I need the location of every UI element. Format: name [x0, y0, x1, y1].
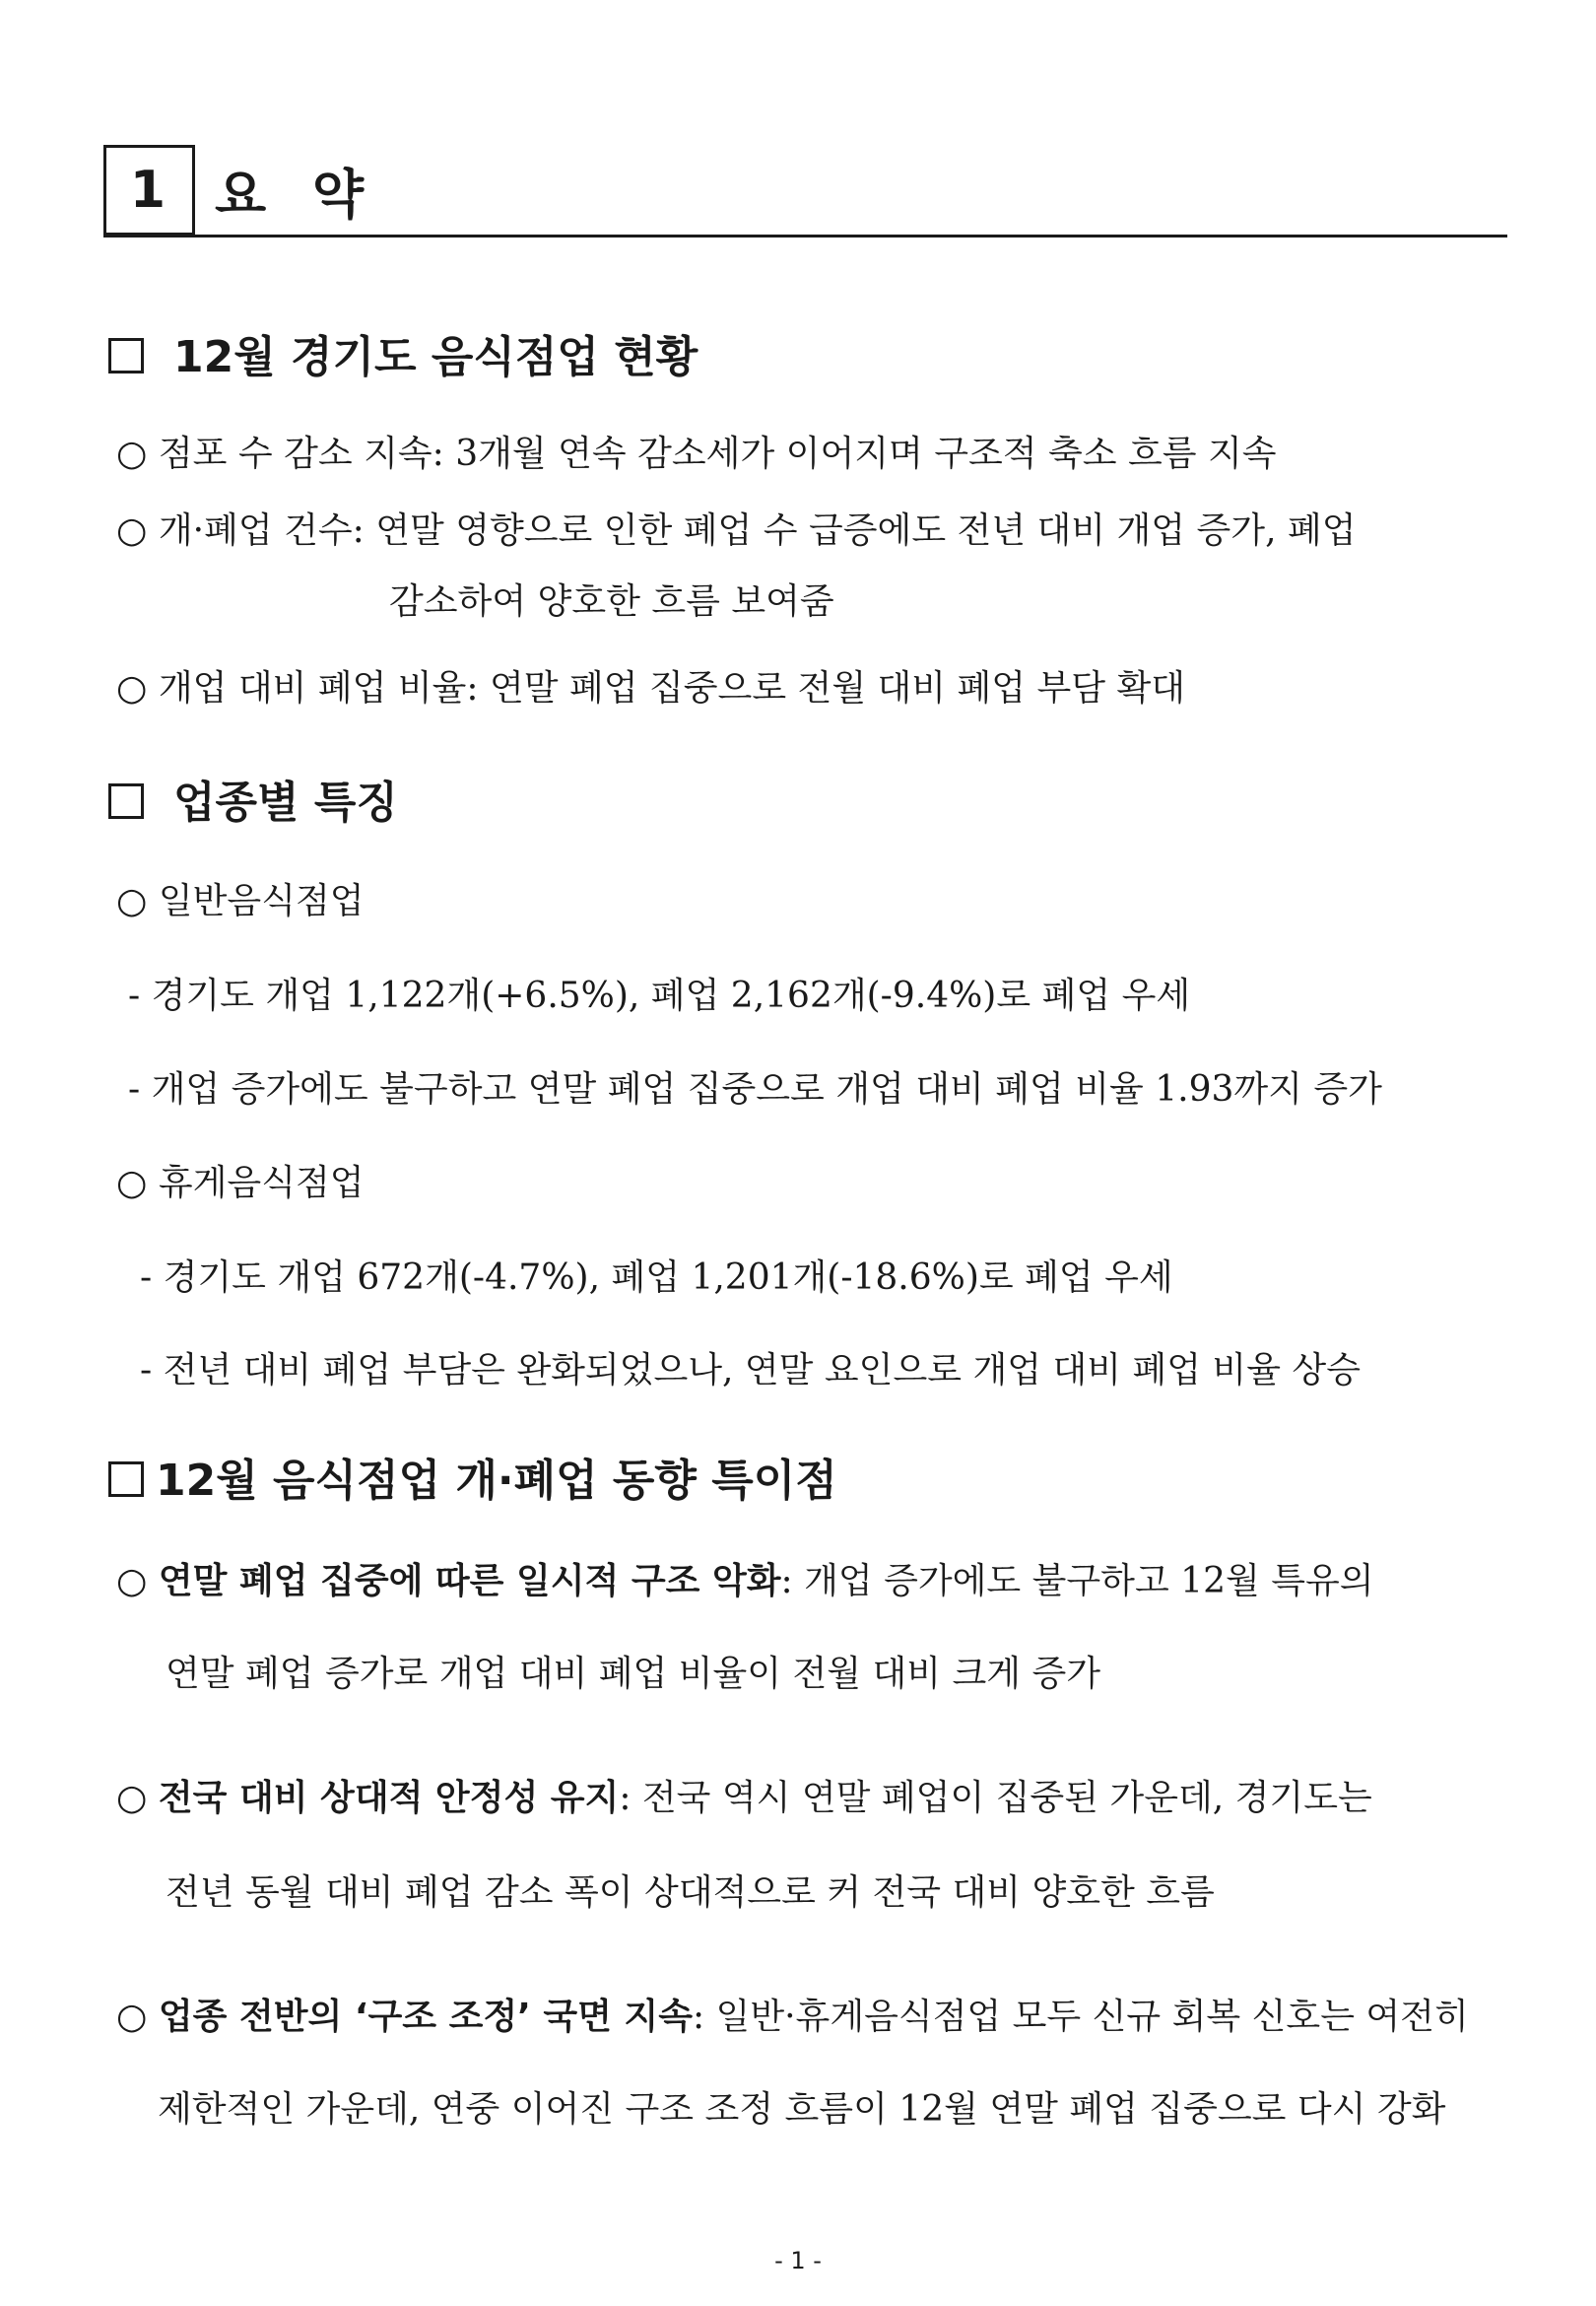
item-continuation: 연말 폐업 증가로 개업 대비 폐업 비율이 전월 대비 크게 증가	[166, 1654, 1101, 1694]
sub-item: - 전년 대비 폐업 부담은 완화되었으나, 연말 요인으로 개업 대비 폐업 비율 상승	[140, 1350, 1361, 1390]
item-continuation: 제한적인 가운데, 연중 이어진 구조 조정 흐름이 12월 연말 폐업 집중으로 다시 강화	[158, 2089, 1446, 2130]
group-heading	[116, 873, 365, 923]
sub-item: - 개업 증가에도 불구하고 연말 폐업 집중으로 개업 대비 폐업 비율 1.93까지 증가	[128, 1069, 1382, 1110]
bullet-circle-icon: ○	[116, 668, 148, 709]
section-title: 12월 경기도 음식점업 현황	[173, 332, 698, 382]
section-heading-highlights	[108, 1445, 837, 1508]
item-bold-label: 업종 전반의 ‘구조 조정’ 국면 지속	[158, 1997, 693, 2037]
item-continuation: 전년 동월 대비 폐업 감소 폭이 상대적으로 커 전국 대비 양호한 흐름	[166, 1872, 1215, 1913]
sub-item: - 경기도 개업 1,122개(+6.5%), 폐업 2,162개(-9.4%)로 폐업 우세	[128, 976, 1191, 1016]
section-title: 업종별 특징	[173, 778, 398, 828]
section-heading-industry	[108, 767, 398, 830]
checkbox-square-icon	[108, 338, 144, 373]
list-item	[116, 1989, 1469, 2039]
page-number: - 1 -	[774, 2247, 822, 2274]
list-item	[116, 1553, 1374, 1603]
checkbox-square-icon	[108, 783, 144, 819]
chapter-number: 1	[129, 161, 166, 220]
item-text: 연말 폐업 집중으로 전월 대비 폐업 부담 확대	[490, 668, 1186, 709]
bullet-circle-icon: ○	[116, 434, 148, 474]
item-text: 3개월 연속 감소세가 이어지며 구조적 축소 흐름 지속	[455, 434, 1277, 474]
list-item	[116, 1770, 1372, 1820]
section-title: 12월 음식점업 개·폐업 동향 특이점	[156, 1456, 837, 1506]
list-item	[116, 660, 1185, 711]
group-heading	[116, 1155, 365, 1205]
chapter-divider	[192, 145, 195, 236]
bullet-circle-icon: ○	[116, 1561, 148, 1601]
list-item	[116, 503, 1357, 553]
item-text: : 개업 증가에도 불구하고 12월 특유의	[780, 1561, 1374, 1601]
checkbox-square-icon	[108, 1461, 144, 1497]
item-text: : 전국 역시 연말 폐업이 집중된 가운데, 경기도는	[619, 1778, 1372, 1818]
bullet-circle-icon: ○	[116, 1163, 148, 1203]
item-text: 연말 영향으로 인한 폐업 수 급증에도 전년 대비 개업 증가, 폐업	[375, 510, 1357, 551]
item-continuation: 감소하여 양호한 흐름 보여줌	[389, 581, 834, 622]
chapter-underline	[103, 235, 1507, 237]
chapter-title: 요 약	[215, 163, 378, 226]
bullet-circle-icon: ○	[116, 1778, 148, 1818]
item-bold-label: 전국 대비 상대적 안정성 유지	[158, 1778, 620, 1818]
group-label: 일반음식점업	[158, 881, 365, 921]
list-item	[116, 426, 1277, 476]
item-label: 점포 수 감소 지속:	[158, 434, 444, 474]
section-heading-status	[108, 321, 698, 384]
item-label: 개·폐업 건수:	[158, 510, 365, 551]
item-label: 개업 대비 폐업 비율:	[158, 668, 479, 709]
item-bold-label: 연말 폐업 집중에 따른 일시적 구조 악화	[158, 1561, 781, 1601]
group-label: 휴게음식점업	[158, 1163, 365, 1203]
sub-item: - 경기도 개업 672개(-4.7%), 폐업 1,201개(-18.6%)로 폐업 우세	[140, 1257, 1173, 1298]
bullet-circle-icon: ○	[116, 1997, 148, 2037]
bullet-circle-icon: ○	[116, 881, 148, 921]
item-text: : 일반·휴게음식점업 모두 신규 회복 신호는 여전히	[692, 1997, 1469, 2037]
bullet-circle-icon: ○	[116, 510, 148, 551]
